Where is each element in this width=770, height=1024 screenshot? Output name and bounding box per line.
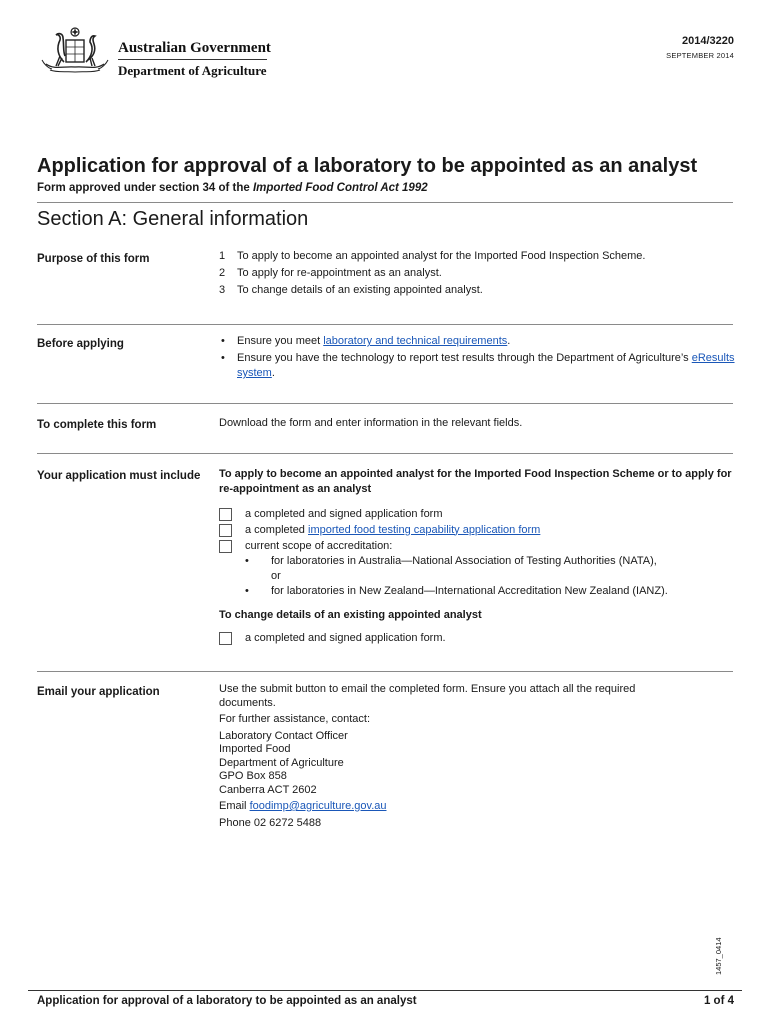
list-item: 3 To change details of an existing appointed analyst. [219, 284, 483, 296]
checkbox[interactable] [219, 508, 232, 521]
accreditation-sublist [219, 554, 735, 599]
before-label: Before applying [37, 338, 124, 350]
section-divider [37, 324, 733, 325]
list-item: • Ensure you meet laboratory and technical requirements. [221, 335, 511, 347]
or-text: or [271, 570, 281, 582]
checkbox[interactable] [219, 632, 232, 645]
page-title: Application for approval of a laboratory to be appointed as an analyst [37, 155, 698, 177]
complete-text: Download the form and enter information in the relevant fields. [219, 417, 523, 429]
checklist-item: a completed and signed application form. [219, 630, 735, 646]
checkbox[interactable] [219, 540, 232, 553]
complete-label: To complete this form [37, 419, 157, 431]
list-item: • for laboratories in New Zealand—International Accreditation New Zealand (IANZ). [245, 585, 668, 597]
assistance-text: For further assistance, contact: [219, 713, 371, 725]
side-code: 1457_0414 [714, 937, 723, 975]
section-title: Section A: General information [37, 208, 309, 230]
email-content [219, 683, 639, 830]
purpose-label: Purpose of this form [37, 253, 150, 265]
subtitle-prefix: Form approved under section 34 of the [37, 182, 253, 194]
form-number: 2014/3220 [682, 35, 734, 47]
dept-name: Department of Agriculture [118, 63, 267, 78]
before-list [219, 334, 735, 383]
application-heading-1: To apply to become an appointed analyst for the Imported Food Inspection Scheme or to apply for re-appointment as an analyst [219, 468, 732, 495]
gov-name: Australian Government [118, 40, 271, 56]
requirements-link[interactable]: laboratory and technical requirements [323, 335, 508, 347]
list-item: • for laboratories in Australia—National Association of Testing Authorities (NATA), [245, 555, 657, 567]
application-content [219, 467, 735, 646]
form-subtitle [37, 182, 428, 194]
email-intro: Use the submit button to email the completed form. Ensure you attach all the required documents. [219, 683, 636, 709]
footer-title: Application for approval of a laboratory to be appointed as an analyst [37, 995, 417, 1007]
section-divider [37, 453, 733, 454]
checkbox[interactable] [219, 524, 232, 537]
subtitle-act: Imported Food Control Act 1992 [252, 182, 428, 194]
application-heading-2: To change details of an existing appointed analyst [219, 609, 482, 621]
list-item: • Ensure you have the technology to report test results through the Department of Agriculture’s eResults system. [221, 352, 735, 379]
form-date: SEPTEMBER 2014 [666, 51, 734, 60]
contact-address: Laboratory Contact Officer Imported Food Department of Agriculture GPO Box 858 Canberra ACT 2602 [219, 729, 348, 796]
email-line: Email foodimp@agriculture.gov.au [219, 800, 387, 812]
checklist-item: a completed imported food testing capability application form [219, 522, 735, 538]
eresults-link[interactable]: eResults system [237, 352, 735, 379]
section-divider [37, 403, 733, 404]
email-link[interactable]: foodimp@agriculture.gov.au [249, 800, 387, 812]
checklist-item: current scope of accreditation: [219, 538, 735, 554]
coat-of-arms-icon [34, 26, 116, 82]
capability-form-link[interactable]: imported food testing capability application form [308, 523, 541, 536]
purpose-list [219, 249, 735, 300]
footer-divider [28, 990, 742, 991]
checklist-item: a completed and signed application form [219, 506, 735, 522]
page-number: 1 of 4 [703, 995, 734, 1007]
section-divider [37, 671, 733, 672]
application-label: Your application must include [37, 470, 201, 482]
header-divider [118, 59, 267, 60]
list-item: 2 To apply for re-appointment as an analyst. [219, 267, 442, 279]
title-divider [37, 202, 733, 203]
email-label: Email your application [37, 686, 160, 698]
phone-line: Phone 02 6272 5488 [219, 816, 322, 829]
list-item: 1 To apply to become an appointed analyst for the Imported Food Inspection Scheme. [219, 250, 646, 262]
